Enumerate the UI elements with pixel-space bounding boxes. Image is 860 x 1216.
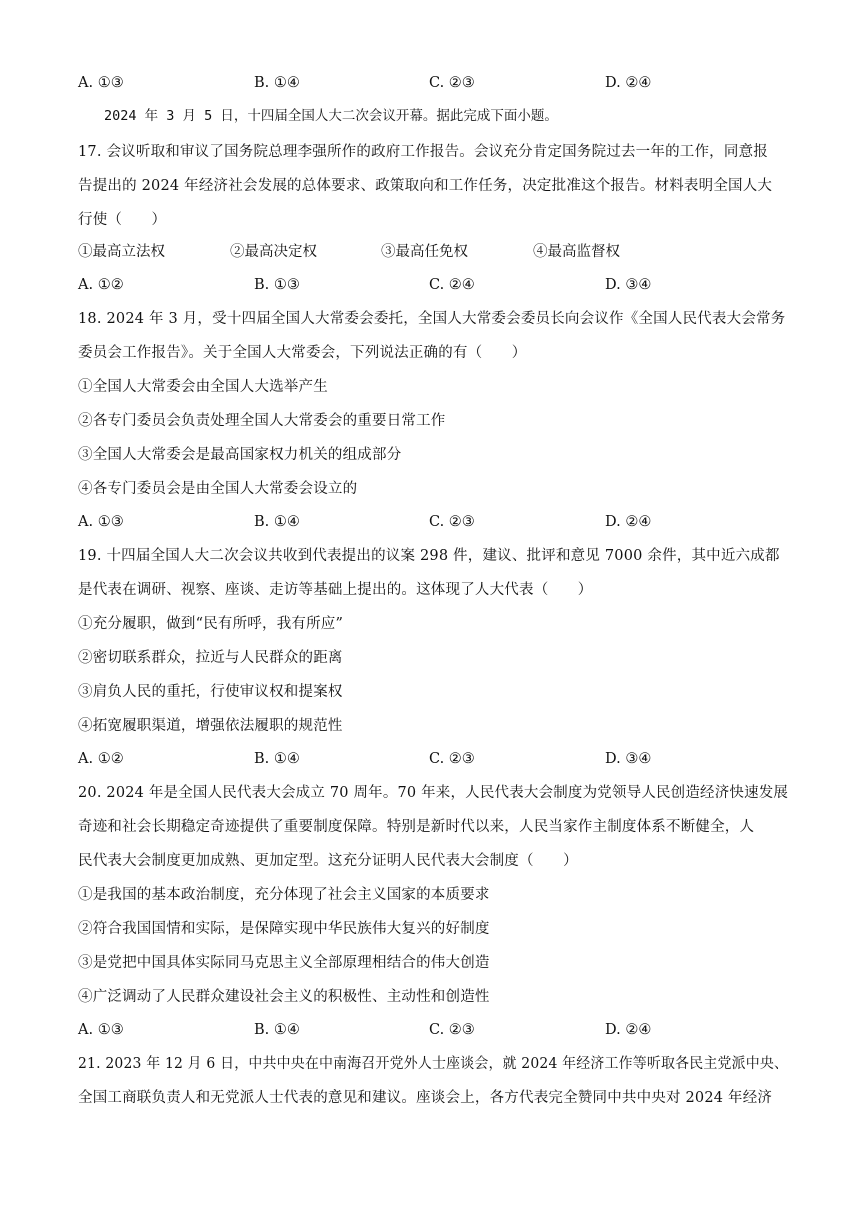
q17-options	[78, 275, 788, 295]
q19-choice-4: ④拓宽履职渠道，增强依法履职的规范性	[78, 718, 343, 734]
q18-stem-line-1: 18. 2024 年 3 月，受十四届全国人大常委会委托，全国人大常委会委员长向会议作《全国人民代表大会常务	[78, 311, 786, 327]
q19-option-d[interactable]: D. ③④	[605, 751, 652, 767]
q17-option-b[interactable]: B. ①③	[254, 277, 300, 293]
option-d[interactable]: D. ②④	[605, 75, 652, 91]
q19-option-a[interactable]: A. ①②	[78, 751, 124, 767]
q17-stem-line-1: 17. 会议听取和审议了国务院总理李强所作的政府工作报告。会议充分肯定国务院过去一年的工作，同意报	[78, 144, 768, 160]
q19-options	[78, 749, 788, 769]
q19-stem-line-2: 是代表在调研、视察、座谈、走访等基础上提出的。这体现了人大代表（ ）	[78, 582, 593, 598]
q20-choice-2: ②符合我国国情和实际，是保障实现中华民族伟大复兴的好制度	[78, 921, 490, 937]
q18-choice-2: ②各专门委员会负责处理全国人大常委会的重要日常工作	[78, 413, 446, 429]
q17-stem-line-3: 行使（ ）	[78, 212, 167, 228]
q17-choice-4: ④最高监督权	[533, 244, 620, 260]
q18-option-c[interactable]: C. ②③	[429, 514, 475, 530]
q18-option-b[interactable]: B. ①④	[254, 514, 300, 530]
q19-option-c[interactable]: C. ②③	[429, 751, 475, 767]
q17-option-c[interactable]: C. ②④	[429, 277, 475, 293]
q20-choice-1: ①是我国的基本政治制度，充分体现了社会主义国家的本质要求	[78, 887, 490, 903]
q18-option-a[interactable]: A. ①③	[78, 514, 124, 530]
q20-stem-line-1: 20. 2024 年是全国人民代表大会成立 70 周年。70 年来，人民代表大会制度为党领导人民创造经济快速发展	[78, 785, 789, 801]
material-intro: 2024 年 3 月 5 日，十四届全国人大二次会议开幕。据此完成下面小题。	[104, 108, 558, 124]
option-a[interactable]: A. ①③	[78, 75, 124, 91]
q18-option-d[interactable]: D. ②④	[605, 514, 652, 530]
q20-option-c[interactable]: C. ②③	[429, 1022, 475, 1038]
top-options	[78, 73, 788, 93]
q19-choice-3: ③肩负人民的重托，行使审议权和提案权	[78, 684, 343, 700]
q17-choice-1: ①最高立法权	[78, 244, 165, 260]
option-c[interactable]: C. ②③	[429, 75, 475, 91]
q21-stem-line-1: 21. 2023 年 12 月 6 日，中共中央在中南海召开党外人士座谈会，就 2024 年经济工作等听取各民主党派中央、	[78, 1056, 789, 1072]
q20-choice-3: ③是党把中国具体实际同马克思主义全部原理相结合的伟大创造	[78, 955, 490, 971]
q20-stem-line-2: 奇迹和社会长期稳定奇迹提供了重要制度保障。特别是新时代以来，人民当家作主制度体系不断健全，人	[78, 819, 755, 835]
q20-stem-line-3: 民代表大会制度更加成熟、更加定型。这充分证明人民代表大会制度（ ）	[78, 853, 578, 869]
q17-option-a[interactable]: A. ①②	[78, 277, 124, 293]
q18-choice-1: ①全国人大常委会由全国人大选举产生	[78, 379, 328, 395]
q18-stem-line-2: 委员会工作报告》。关于全国人大常委会，下列说法正确的有（ ）	[78, 345, 527, 361]
q20-options	[78, 1020, 788, 1040]
q18-choice-3: ③全国人大常委会是最高国家权力机关的组成部分	[78, 447, 402, 463]
q17-stem-line-2: 告提出的 2024 年经济社会发展的总体要求、政策取向和工作任务，决定批准这个报告。材料表明全国人大	[78, 178, 773, 194]
q20-option-a[interactable]: A. ①③	[78, 1022, 124, 1038]
q21-stem-line-2: 全国工商联负责人和无党派人士代表的意见和建议。座谈会上，各方代表完全赞同中共中央对 2024 年经济	[78, 1090, 773, 1106]
q17-choice-3: ③最高任免权	[381, 244, 468, 260]
q19-option-b[interactable]: B. ①④	[254, 751, 300, 767]
q20-option-b[interactable]: B. ①④	[254, 1022, 300, 1038]
q19-choice-2: ②密切联系群众，拉近与人民群众的距离	[78, 650, 343, 666]
q18-choice-4: ④各专门委员会是由全国人大常委会设立的	[78, 481, 358, 497]
q20-option-d[interactable]: D. ②④	[605, 1022, 652, 1038]
q18-options	[78, 512, 788, 532]
option-b[interactable]: B. ①④	[254, 75, 300, 91]
q17-option-d[interactable]: D. ③④	[605, 277, 652, 293]
q19-stem-line-1: 19. 十四届全国人大二次会议共收到代表提出的议案 298 件，建议、批评和意见 7000 余件，其中近六成都	[78, 548, 780, 564]
q19-choice-1: ①充分履职，做到“民有所呼，我有所应”	[78, 616, 344, 632]
q17-choices	[78, 242, 788, 262]
q20-choice-4: ④广泛调动了人民群众建设社会主义的积极性、主动性和创造性	[78, 989, 490, 1005]
q17-choice-2: ②最高决定权	[230, 244, 317, 260]
